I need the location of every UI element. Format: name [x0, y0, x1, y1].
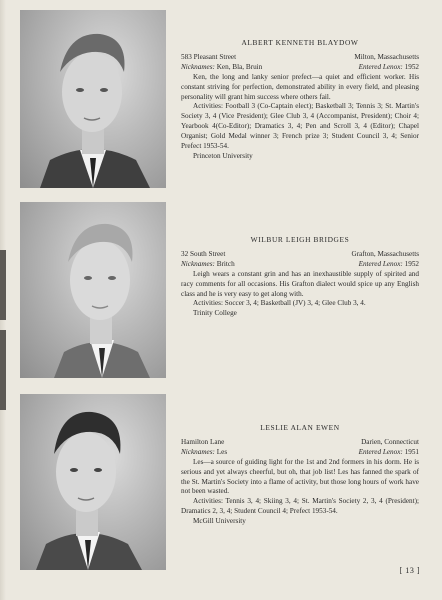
entered-year: 1951 — [404, 447, 419, 456]
activities: Activities: Tennis 3, 4; Skiing 3, 4; St. Martin's Society 2, 3, 4 (President); Dramatics 2, 3, 4; Student Council 4; Prefect 1953-54. — [181, 497, 419, 516]
biography: Leigh wears a constant grin and has an inexhaustible supply of spirited and racy comments for all occasions. His Grafton dialect would spice up any English class and he is very easy to get along with. — [181, 269, 419, 298]
activities: Activities: Soccer 3, 4; Basketball (JV) 3, 4; Glee Club 3, 4. — [193, 299, 366, 308]
nicknames: Britch — [216, 259, 235, 268]
nicknames-label: Nicknames: — [181, 447, 215, 456]
adjacent-page-edge — [0, 330, 6, 410]
street-address: Hamilton Lane — [181, 437, 225, 446]
college: McGill University — [193, 517, 246, 526]
entered-label: Entered Lenox: — [358, 447, 403, 456]
student-name: ALBERT KENNETH BLAYDOW — [241, 38, 359, 47]
portrait-photo-ewen — [20, 394, 166, 570]
street-address: 32 South Street — [181, 249, 226, 258]
entered-label: Entered Lenox: — [358, 259, 403, 268]
adjacent-page-edge — [0, 250, 6, 320]
college: Trinity College — [193, 309, 237, 318]
portrait-photo-blaydow — [20, 10, 166, 188]
nickname-row — [181, 448, 419, 458]
hometown: Grafton, Massachusetts — [351, 249, 419, 258]
page-number: [ 13 ] — [399, 566, 420, 575]
student-entry-blaydow — [181, 38, 419, 162]
student-name: WILBUR LEIGH BRIDGES — [250, 235, 350, 244]
nicknames-label: Nicknames: — [181, 62, 215, 71]
address-row — [181, 438, 419, 448]
street-address: 583 Pleasant Street — [181, 52, 237, 61]
nicknames: Ken, Bla, Bruin — [216, 62, 263, 71]
entered-label: Entered Lenox: — [358, 62, 403, 71]
biography: Les—a source of guiding light for the 1st and 2nd formers in his dorm. He is serious and yet always cheerful, but oh, that job list! Les has fanned the spark of the St. Martin's Society into a flame of activity, but those long hours of work have not been wasted. — [181, 457, 419, 496]
nickname-row — [181, 260, 419, 270]
address-row — [181, 250, 419, 260]
biography: Ken, the long and lanky senior prefect—a quiet and efficient worker. His constant striving for perfection, demonstrated ability in every field, and pleasing personality will grant him success where others fail. — [181, 72, 419, 101]
student-entry-bridges — [181, 235, 419, 319]
student-name: LESLIE ALAN EWEN — [260, 423, 340, 432]
hometown: Darien, Connecticut — [361, 437, 419, 446]
nicknames: Les — [216, 447, 228, 456]
nickname-row — [181, 63, 419, 73]
nicknames-label: Nicknames: — [181, 259, 215, 268]
hometown: Milton, Massachusetts — [354, 52, 419, 61]
entered-year: 1952 — [404, 259, 419, 268]
entered-year: 1952 — [404, 62, 419, 71]
address-row — [181, 53, 419, 63]
portrait-photo-bridges — [20, 202, 166, 378]
student-entry-ewen — [181, 423, 419, 527]
college: Princeton University — [193, 151, 253, 160]
activities: Activities: Football 3 (Co-Captain elect); Basketball 3; Tennis 3; St. Martin's Society 3, 4 (Vice President); Glee Club 3, 4 (Accompanist, President); Choir 4; Yearbook 4(Co-Editor); Dramatics 3, 4; Pen and Scroll 3, 4 (Editor); Chapel Organist; Gold Medal winner 3; French prize 3; Student Council 3, 4; Senior Prefect 1953-54. — [181, 102, 419, 151]
